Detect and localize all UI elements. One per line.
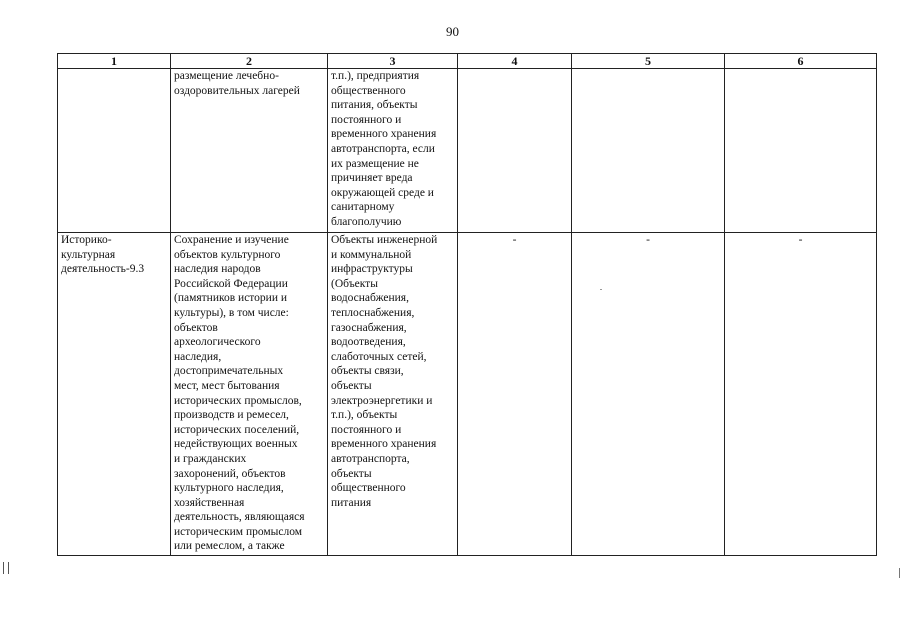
table-cell-description: размещение лечебно- оздоровительных лагерей bbox=[171, 69, 328, 233]
table-cell-col6 bbox=[725, 69, 877, 233]
table-cell-allowed-objects: т.п.), предприятия общественного питания, объекты постоянного и временного хранения автотранспорта, если их размещение не причиняет вреда окружающей среде и санитарному благополучию bbox=[328, 69, 458, 233]
margin-mark-right bbox=[899, 568, 900, 578]
table-row bbox=[58, 233, 877, 556]
column-header-3: 3 bbox=[328, 54, 458, 69]
column-header-6: 6 bbox=[725, 54, 877, 69]
table-cell-allowed-objects: Объекты инженерной и коммунальной инфраструктуры (Объекты водоснабжения, теплоснабжения, газоснабжения, водоотведения, слаботочных сетей, объекты связи, объекты электроэнергетики и т.п.), объекты постоянного и временного хранения автотранспорта, объекты общественного питания bbox=[328, 233, 458, 556]
column-header-5: 5 bbox=[572, 54, 725, 69]
column-header-1: 1 bbox=[58, 54, 171, 69]
table-cell-description: Сохранение и изучение объектов культурного наследия народов Российской Федерации (памятников истории и культуры), в том числе: объектов археологического наследия, достопримечательных мест, мест бытования исторических промыслов, производств и ремесел, исторических поселений, недействующих военных и гражданских захоронений, объектов культурного наследия, хозяйственная деятельность, являющаяся историческим промыслом или ремеслом, а также bbox=[171, 233, 328, 556]
table-cell-col6: - bbox=[725, 233, 877, 556]
table-header-row bbox=[58, 54, 877, 69]
table-cell-use-type: Историко- культурная деятельность-9.3 bbox=[58, 233, 171, 556]
table-cell-col5 bbox=[572, 69, 725, 233]
scan-speck bbox=[600, 289, 602, 290]
table-cell-col5: - bbox=[572, 233, 725, 556]
column-header-4: 4 bbox=[458, 54, 572, 69]
zoning-table bbox=[57, 53, 877, 556]
margin-mark-left bbox=[3, 562, 9, 574]
table-cell-use-type bbox=[58, 69, 171, 233]
page-number: 90 bbox=[446, 24, 459, 39]
table-row bbox=[58, 69, 877, 233]
table-cell-col4: - bbox=[458, 233, 572, 556]
column-header-2: 2 bbox=[171, 54, 328, 69]
table-cell-col4 bbox=[458, 69, 572, 233]
